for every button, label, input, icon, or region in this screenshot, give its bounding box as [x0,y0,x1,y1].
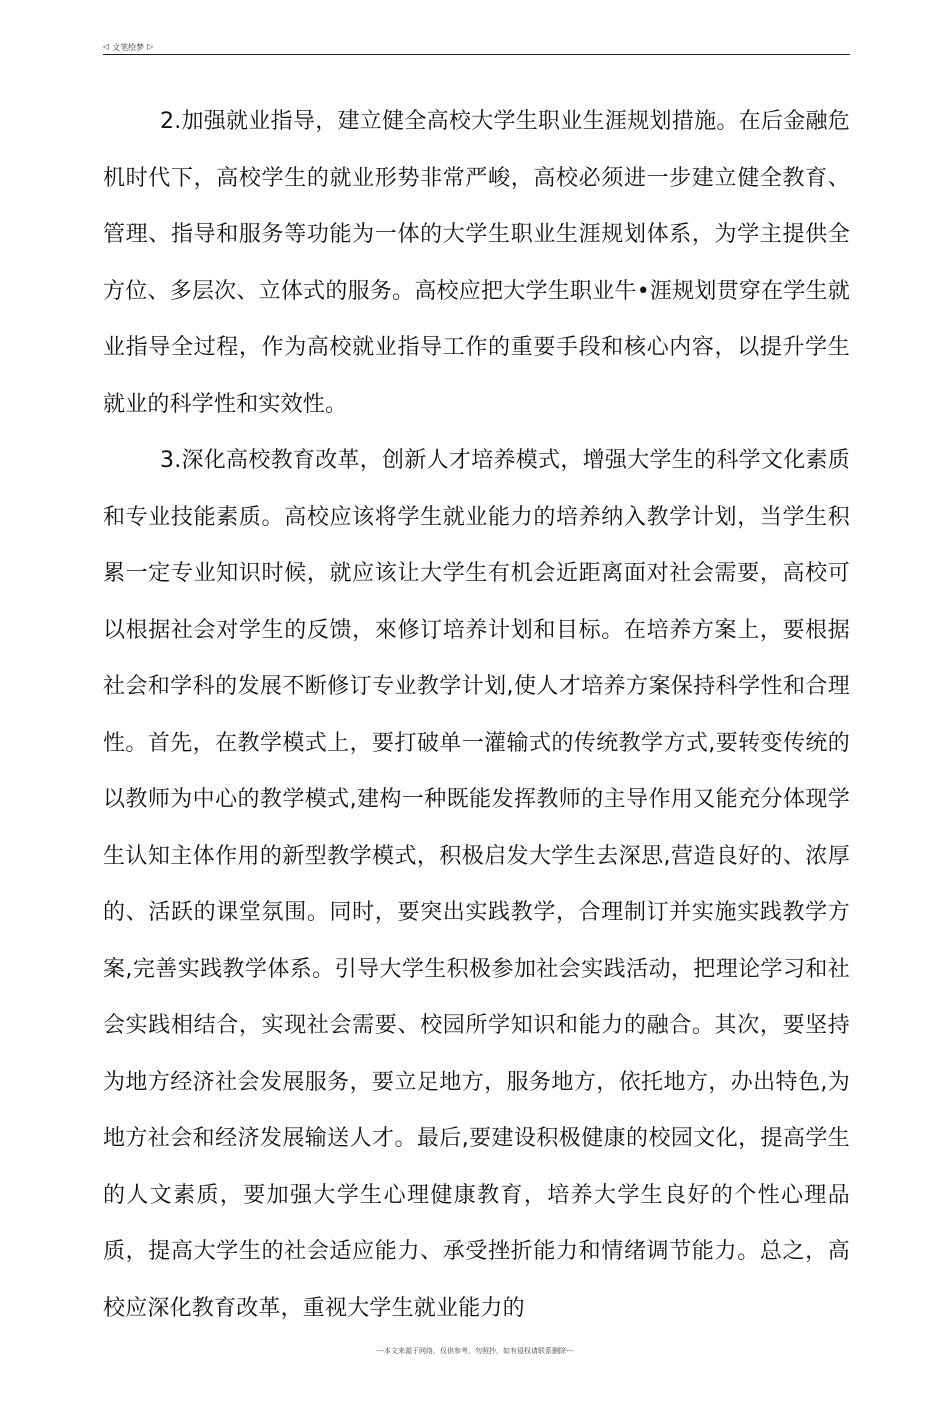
paragraph-3: 3.深化高校教育改革，创新人才培养模式，增强大学生的科学文化素质和专业技能素质。高校应该将学生就业能力的培养纳入教学计划，当学生积累一定专业知识时候，就应该让大学生有机会近距离面对社会需要，高校可以根据社会对学生的反馈，來修订培养计划和目标。在培养方案上，要根据社会和学科的发展不断修订专业教学计划,使人才培养方案保持科学性和合理性。首先，在教学模式上，要打破单一灌输式的传统教学方式,要转变传统的以教师为中心的教学模式,建构一种既能发挥教师的主导作用又能充分体现学生认知主体作用的新型教学模式，积极启发大学生去深思,营造良好的、浓厚的、活跃的课堂氛围。同时，要突出实践教学，合理制订并实施实践教学方案,完善实践教学体系。引导大学生积极参加社会实践活动，把理论学习和社会实践相结合，实现社会需要、校园所学知识和能力的融合。其次，要坚持为地方经济社会发展服务，要立足地方，服务地方，依托地方，办出特色,为地方社会和经济发展输送人才。最后,要建设积极健康的校园文化，提高学生的人文素质，要加强大学生心理健康教育，培养大学生良好的个性心理品质，提高大学生的社会适应能力、承受挫折能力和情绪调节能力。总之，高校应深化教育改革，重视大学生就业能力的 [103,448,850,1321]
left-triangle-icon: ◁ [103,42,110,51]
page-footer: ---本文来源于网络，仅供参考，勿照抄，如有侵权请联系删除--- [376,1347,574,1355]
page-header [103,40,850,54]
paragraph-2: 2.加强就业指导，建立健全高校大学生职业生涯规划措施。在后金融危机时代下，高校学生的就业形势非常严峻，高校必须进一步建立健全教育、管理、指导和服务等功能为一体的大学生职业生涯规划体系，为学主提供全方位、多层次、立体式的服务。高校应把大学生职业牛•涯规划贯穿在学生就业指导全过程，作为高校就业指导工作的重要手段和核心内容，以提升学生就业的科学性和实效性。 [103,109,850,417]
document-body [103,94,850,1337]
right-triangle-icon: ▷ [147,42,154,51]
header-rule [103,54,850,55]
header-title: 文笔绘梦 [112,42,145,52]
